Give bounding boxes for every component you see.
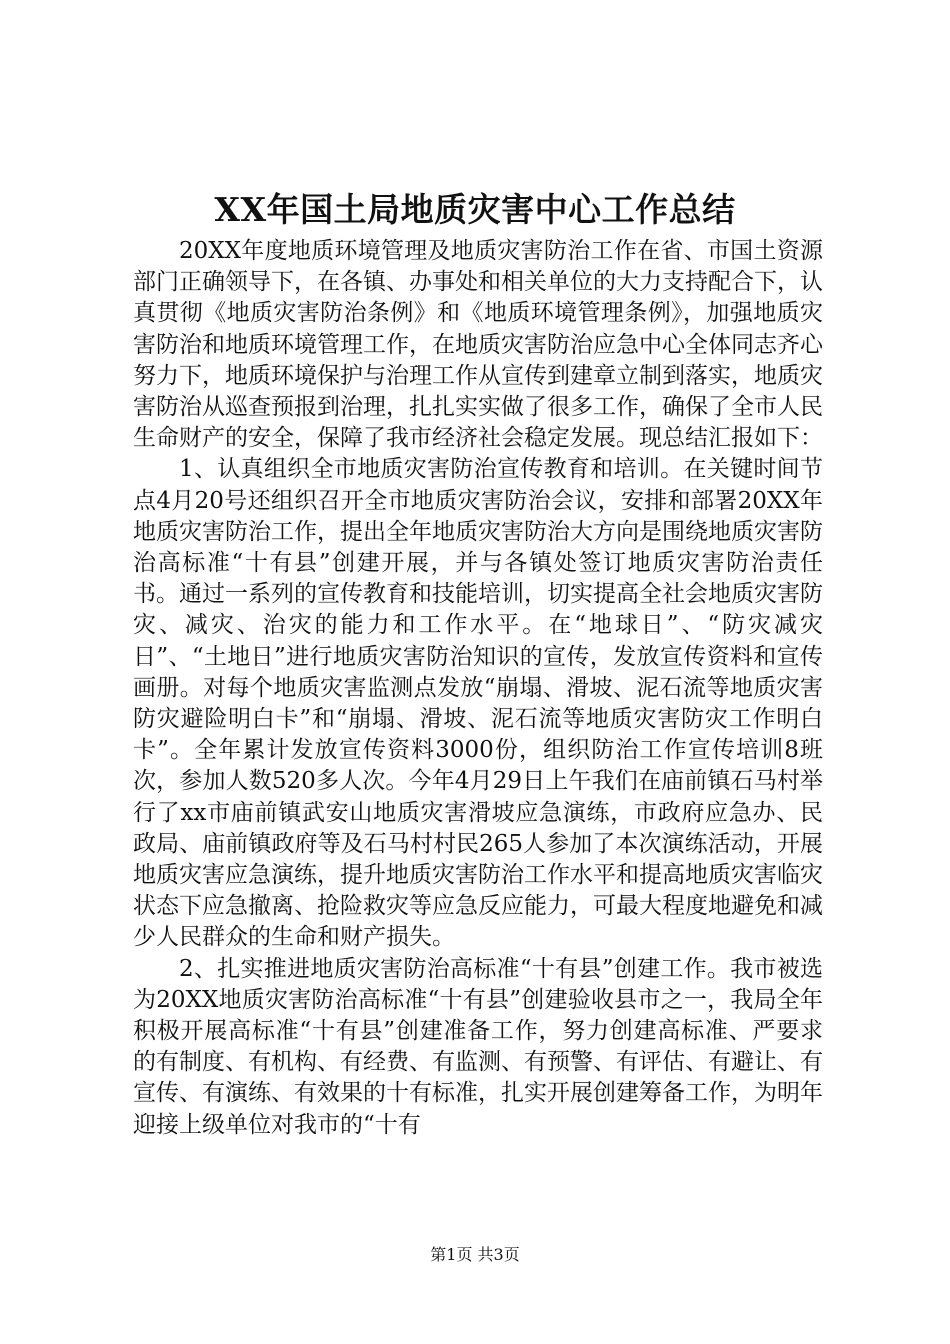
paragraph-section-1: 1、认真组织全市地质灾害防治宣传教育和培训。在关键时间节点4月20号还组织召开全市地质灾害防治会议，安排和部署20XX年地质灾害防治工作，提出全年地质灾害防治大方向是围绕地质灾害防治高标准“十有县”创建开展，并与各镇处签订地质灾害防治责任书。通过一系列的宣传教育和技能培训，切实提高全社会地质灾害防灾、减灾、治灾的能力和工作水平。在“地球日”、“防灾减灾日”、“土地日”进行地质灾害防治知识的宣传，发放宣传资料和宣传画册。对每个地质灾害监测点发放“崩塌、滑坡、泥石流等地质灾害防灾避险明白卡”和“崩塌、滑坡、泥石流等地质灾害防灾工作明白卡”。全年累计发放宣传资料3000份，组织防治工作宣传培训8班次，参加人数520多人次。今年4月29日上午我们在庙前镇石马村举行了xx市庙前镇武安山地质灾害滑坡应急演练，市政府应急办、民政局、庙前镇政府等及石马村村民265人参加了本次演练活动，开展地质灾害应急演练，提升地质灾害防治工作水平和提高地质灾害临灾状态下应急撤离、抢险救灾等应急反应能力，可最大程度地避免和减少人民群众的生命和财产损失。: [133, 456, 823, 951]
page-number-footer: 第1页 共3页: [430, 1245, 520, 1264]
document-title: XX年国土局地质灾害中心工作总结: [214, 190, 736, 229]
document-body: [133, 236, 823, 1141]
paragraph-intro: 20XX年度地质环境管理及地质灾害防治工作在省、市国土资源部门正确领导下，在各镇、办事处和相关单位的大力支持配合下，认真贯彻《地质灾害防治条例》和《地质环境管理条例》，加强地质灾害防治和地质环境管理工作，在地质灾害防治应急中心全体同志齐心努力下，地质环境保护与治理工作从宣传到建章立制到落实，地质灾害防治从巡查预报到治理，扎扎实实做了很多工作，确保了全市人民生命财产的安全，保障了我市经济社会稳定发展。现总结汇报如下：: [133, 238, 823, 452]
paragraph-section-2: 2、扎实推进地质灾害防治高标准“十有县”创建工作。我市被选为20XX地质灾害防治高标准“十有县”创建验收县市之一，我局全年积极开展高标准“十有县”创建准备工作，努力创建高标准、严要求的有制度、有机构、有经费、有监测、有预警、有评估、有避让、有宣传、有演练、有效果的十有标准，扎实开展创建筹备工作，为明年迎接上级单位对我市的“十有: [133, 955, 823, 1138]
